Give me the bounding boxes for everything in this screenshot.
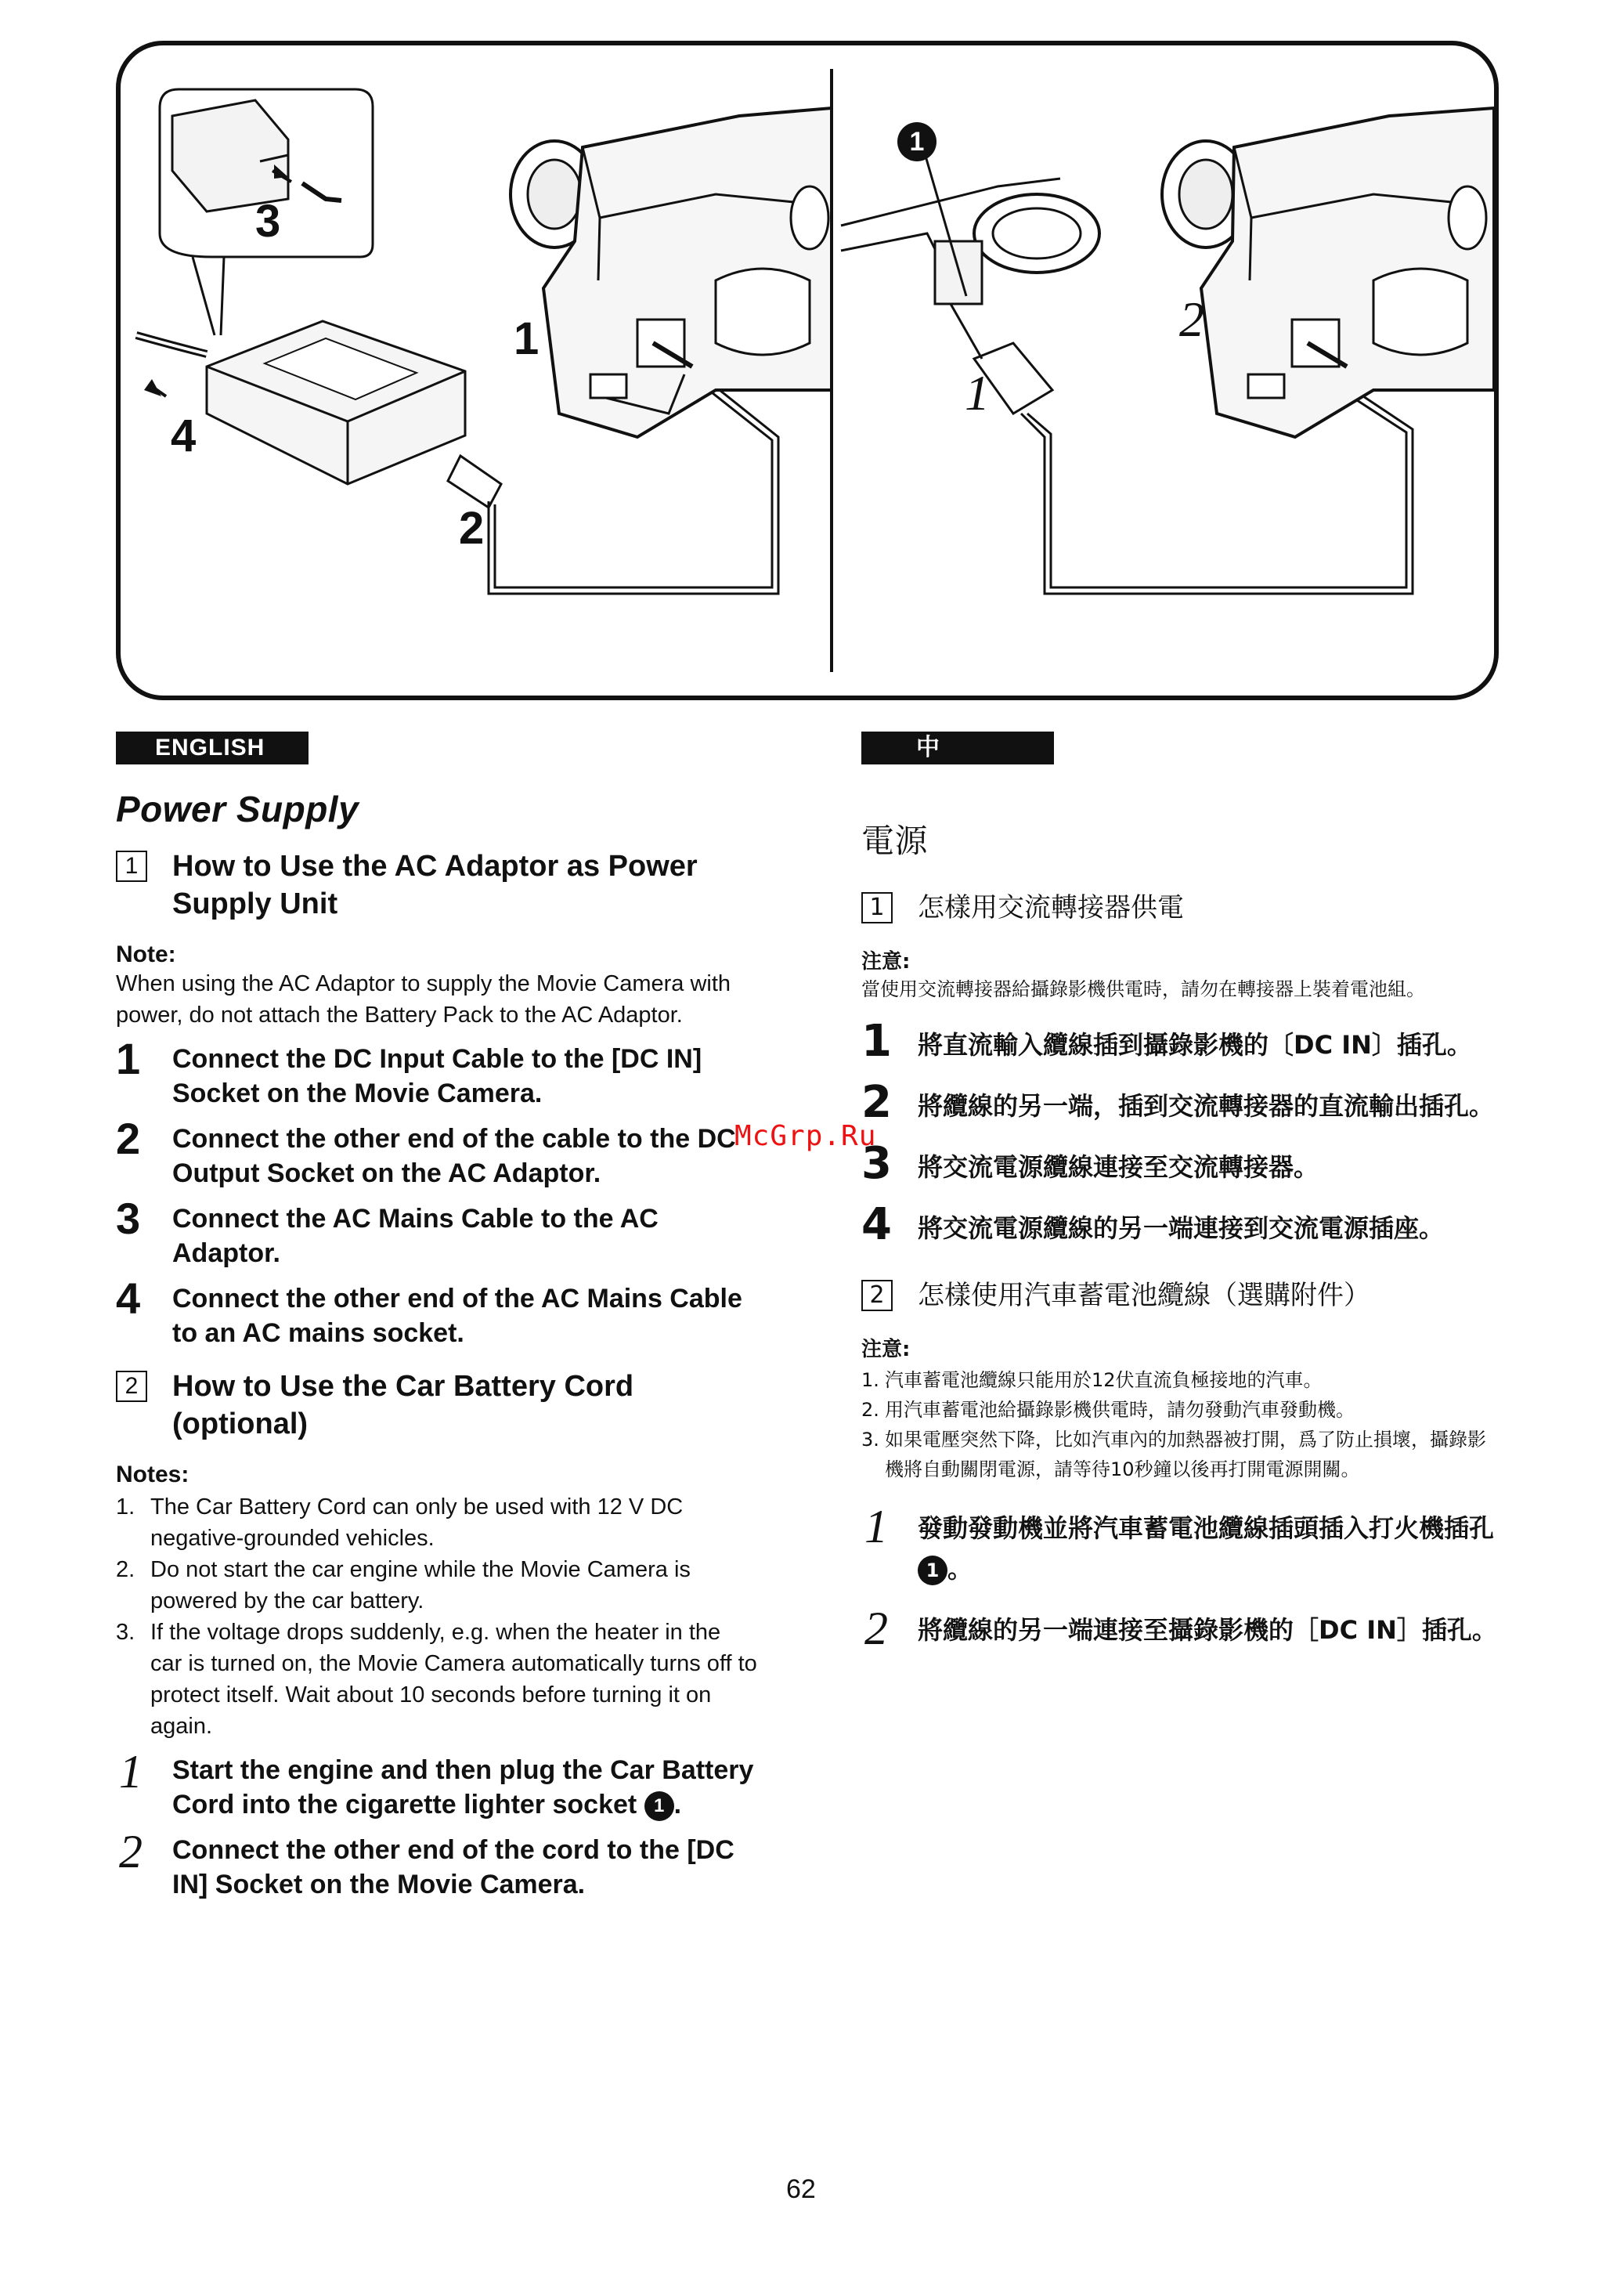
english-language-tab: ENGLISH bbox=[116, 732, 309, 764]
chinese-notes-title: 注意: bbox=[861, 1338, 911, 1361]
figure-label-3: 3 bbox=[255, 196, 281, 247]
list-item: 3. If the voltage drops suddenly, e.g. when the heater in the car is turned on, the Movie Camera automatically turns off to protect itself. Wait about 10 seconds before turning it on again. bbox=[116, 1620, 757, 1739]
english-section1-heading bbox=[116, 847, 758, 923]
list-item: 3. 如果電壓突然下降，比如汽車內的加熱器被打開，爲了防止損壞，攝錄影機將自動關閉電源，請等待10秒鐘以後再打開電源開關。 bbox=[861, 1429, 1486, 1480]
english-notes-list bbox=[116, 1491, 758, 1742]
english-column bbox=[116, 732, 758, 1902]
list-item: 2. Do not start the car engine while the Movie Camera is powered by the car battery. bbox=[116, 1557, 691, 1614]
chinese-section1-heading bbox=[861, 889, 1503, 927]
step-number: 2 bbox=[119, 1826, 143, 1877]
figure-label-italic-1: 1 bbox=[965, 365, 990, 421]
english-steps-list bbox=[116, 1034, 758, 1350]
chinese-column bbox=[861, 732, 1503, 1654]
step-text: Connect the DC Input Cable to the [DC IN] Socket on the Movie Camera. bbox=[172, 1044, 702, 1108]
step-number: 3 bbox=[861, 1138, 892, 1189]
list-item: 2. 用汽車蓄電池給攝錄影機供電時，請勿發動汽車發動機。 bbox=[861, 1399, 1355, 1421]
step-text: Connect the other end of the cable to the DC Output Socket on the AC Adaptor. bbox=[172, 1124, 736, 1188]
english-note-title: Note: bbox=[116, 941, 176, 967]
step-number: 2 bbox=[116, 1114, 141, 1163]
english-car-steps-list bbox=[116, 1746, 758, 1902]
step-number: 1 bbox=[119, 1746, 143, 1798]
english-section2-heading bbox=[116, 1368, 758, 1443]
step-text: 將纜線的另一端，插到交流轉接器的直流輸出插孔。 bbox=[918, 1091, 1495, 1121]
step-number: 1 bbox=[864, 1501, 888, 1552]
chinese-title: 電源 bbox=[861, 822, 929, 860]
step-number: 1 bbox=[116, 1034, 141, 1083]
step-text: 發動發動機並將汽車蓄電池纜線插頭插入打火機插孔 bbox=[918, 1513, 1495, 1543]
step-text: Connect the other end of the AC Mains Cable to an AC mains socket. bbox=[172, 1284, 742, 1348]
list-item: 1. 汽車蓄電池纜線只能用於12伏直流負極接地的汽車。 bbox=[861, 1369, 1323, 1391]
english-car-step bbox=[116, 1826, 758, 1902]
step-number: 4 bbox=[861, 1199, 892, 1250]
watermark-text: McGrp.Ru bbox=[734, 1120, 877, 1152]
english-step bbox=[116, 1114, 758, 1191]
english-step bbox=[116, 1034, 758, 1111]
step-number: 1 bbox=[861, 1016, 892, 1067]
english-section2-heading-text: How to Use the Car Battery Cord (optional) bbox=[172, 1370, 634, 1440]
chinese-notes-list bbox=[861, 1365, 1503, 1484]
chinese-step bbox=[861, 1077, 1503, 1128]
step-number: 3 bbox=[116, 1194, 141, 1243]
section-number-box: 1 bbox=[116, 851, 147, 882]
chinese-step bbox=[861, 1138, 1503, 1189]
chinese-note-text: 當使用交流轉接器給攝錄影機供電時，請勿在轉接器上裝着電池組。 bbox=[861, 978, 1425, 1000]
step-number: 2 bbox=[864, 1603, 888, 1654]
step-text: Connect the other end of the cord to the [DC IN] Socket on the Movie Camera. bbox=[172, 1835, 734, 1899]
english-notes-title: Notes: bbox=[116, 1462, 189, 1487]
section-number-box: 1 bbox=[861, 892, 893, 923]
chinese-steps-list bbox=[861, 1016, 1503, 1250]
chinese-section2-heading-text: 怎樣使用汽車蓄電池纜線（選購附件） bbox=[918, 1280, 1370, 1311]
step-number: 2 bbox=[861, 1077, 892, 1128]
chinese-car-steps-list bbox=[861, 1501, 1503, 1654]
step-text: 將直流輸入纜線插到攝錄影機的〔DC IN〕插孔。 bbox=[918, 1030, 1472, 1060]
section-number-box: 2 bbox=[116, 1371, 147, 1402]
english-step bbox=[116, 1274, 758, 1350]
chinese-section1-heading-text: 怎樣用交流轉接器供電 bbox=[918, 892, 1184, 923]
chinese-section2-heading bbox=[861, 1277, 1503, 1314]
step-text: Start the engine and then plug the Car Battery Cord into the cigarette lighter socket bbox=[172, 1755, 754, 1819]
step-number: 4 bbox=[116, 1274, 141, 1323]
chinese-car-step: 1 發動發動機並將汽車蓄電池纜線插頭插入打火機插孔 1 。 bbox=[864, 1501, 1495, 1584]
english-car-step: 1 Start the engine and then plug the Car Battery Cord into the cigarette lighter socket 1 . bbox=[116, 1753, 758, 1822]
figure-label-1: 1 bbox=[514, 313, 540, 364]
chinese-step bbox=[861, 1199, 1503, 1250]
figure-marker-1: 1 bbox=[897, 122, 937, 161]
english-section1-heading-text: How to Use the AC Adaptor as Power Supply Unit bbox=[172, 850, 698, 920]
illustration-frame bbox=[116, 41, 1499, 700]
illustration-drawing bbox=[121, 45, 1494, 696]
section-number-box: 2 bbox=[861, 1280, 893, 1311]
english-title: Power Supply bbox=[116, 789, 359, 829]
step-text: 將交流電源纜線的另一端連接到交流電源插座。 bbox=[918, 1213, 1445, 1243]
reference-marker-1: 1 bbox=[644, 1791, 674, 1821]
chinese-car-step bbox=[861, 1603, 1503, 1654]
chinese-language-tab: 中 文 bbox=[861, 732, 1054, 764]
step-text: 將交流電源纜線連接至交流轉接器。 bbox=[918, 1152, 1319, 1182]
english-note-text: When using the AC Adaptor to supply the Movie Camera with power, do not attach the Battery Pack to the AC Adaptor. bbox=[116, 971, 731, 1028]
reference-marker-1: 1 bbox=[918, 1556, 947, 1585]
figure-label-4: 4 bbox=[171, 410, 197, 461]
chinese-step bbox=[861, 1016, 1503, 1067]
figure-label-italic-2: 2 bbox=[1179, 291, 1204, 347]
step-text: 將纜線的另一端連接至攝錄影機的［DC IN］插孔。 bbox=[918, 1615, 1497, 1645]
page-number: 62 bbox=[786, 2174, 816, 2204]
step-text: Connect the AC Mains Cable to the AC Adaptor. bbox=[172, 1204, 659, 1268]
english-step bbox=[116, 1194, 758, 1270]
figure-label-2: 2 bbox=[459, 503, 485, 554]
chinese-note-title: 注意: bbox=[861, 950, 911, 974]
list-item: 1. The Car Battery Cord can only be used with 12 V DC negative-grounded vehicles. bbox=[116, 1494, 684, 1551]
